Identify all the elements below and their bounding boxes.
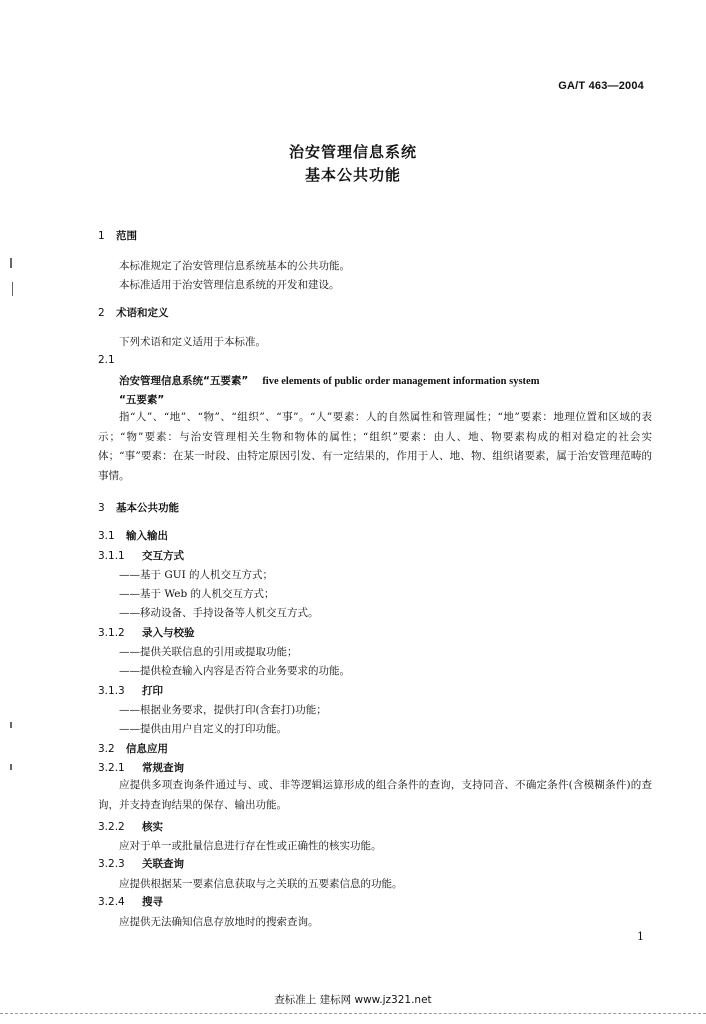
list-item: ——提供关联信息的引用或提取功能； xyxy=(119,646,298,658)
term-chinese: 治安管理信息系统“五要素” xyxy=(119,375,249,387)
paragraph: 下列术语和定义适用于本标准。 xyxy=(119,336,266,348)
scan-mark xyxy=(10,722,12,728)
section-number: 2 xyxy=(98,307,105,319)
subsection-number: 3.1.1 xyxy=(98,550,125,562)
list-item: ——基于 GUI 的人机交互方式； xyxy=(119,569,274,581)
paragraph: 应对于单一或批量信息进行存在性或正确性的核实功能。 xyxy=(119,840,382,852)
subsection-title: 打印 xyxy=(142,685,163,697)
subsection-number: 3.1 xyxy=(98,530,115,542)
subsection-3-2-1-heading xyxy=(98,760,184,775)
subsection-3-1-1-heading xyxy=(98,548,184,563)
subsection-number: 2.1 xyxy=(98,354,115,366)
subsection-number: 3.2.3 xyxy=(98,858,125,870)
subsection-number: 3.2.1 xyxy=(98,762,125,774)
section-title: 范围 xyxy=(116,230,137,242)
paragraph: 应提供根据某一要素信息获取与之关联的五要素信息的功能。 xyxy=(119,878,403,890)
paragraph: 本标准规定了治安管理信息系统基本的公共功能。 xyxy=(119,260,350,272)
subsection-title: 输入输出 xyxy=(126,530,168,542)
term-alternate: “五要素” xyxy=(119,394,165,406)
term-entry xyxy=(119,373,539,388)
section-number: 3 xyxy=(98,502,105,514)
standard-number: GA/T 463—2004 xyxy=(558,80,644,92)
list-item: ——根据业务要求，提供打印(含套打)功能； xyxy=(119,704,327,716)
subsection-number: 3.1.2 xyxy=(98,627,125,639)
subsection-3-2-2-heading xyxy=(98,819,163,834)
subsection-title: 核实 xyxy=(142,821,163,833)
subsection-title: 常规查询 xyxy=(142,762,184,774)
term-english: five elements of public order management information system xyxy=(262,376,540,387)
subsection-3-1-3-heading xyxy=(98,683,163,698)
section-title: 基本公共功能 xyxy=(116,502,179,514)
subsection-title: 录入与校验 xyxy=(142,627,195,639)
subsection-number: 3.1.3 xyxy=(98,685,125,697)
paragraph: 应提供无法确知信息存放地时的搜索查询。 xyxy=(119,916,319,928)
subsection-3-1-2-heading xyxy=(98,625,195,640)
subsection-title: 信息应用 xyxy=(126,743,168,755)
paragraph: 本标准适用于治安管理信息系统的开发和建设。 xyxy=(119,279,340,291)
definition-paragraph: 指“人”、“地”、“物”、“组织”、“事”。“人”要素：人的自然属性和管理属性；“地”要素：地理位置和区域的表示；“物”要素：与治安管理相关生物和物体的属性；“组织”要素：由人、地、物要素构成的相对稳定的社会实体；“事”要素：在某一时段、由特定原因引发、有一定结果的，作用于人、地、物、组织诸要素，属于治安管理范畴的事情。 xyxy=(98,411,652,482)
scan-mark xyxy=(10,258,12,268)
section-3-heading xyxy=(98,500,179,515)
list-item: ——移动设备、手持设备等人机交互方式。 xyxy=(119,607,319,619)
footer-watermark: 查标准上 建标网 www.jz321.net xyxy=(274,994,432,1006)
list-item: ——提供检查输入内容是否符合业务要求的功能。 xyxy=(119,665,350,677)
section-title: 术语和定义 xyxy=(116,307,169,319)
section-2-heading xyxy=(98,305,169,320)
subsection-number: 3.2.2 xyxy=(98,821,125,833)
section-1-heading xyxy=(98,228,137,243)
section-number: 1 xyxy=(98,230,105,242)
subsection-title: 关联查询 xyxy=(142,858,184,870)
scan-mark xyxy=(12,282,13,296)
subsection-3-2-3-heading xyxy=(98,856,184,871)
paragraph: 应提供多项查询条件通过与、或、非等逻辑运算形成的组合条件的查询，支持同音、不确定条件(含模糊条件)的查询，并支持查询结果的保存、输出功能。 xyxy=(98,779,652,811)
list-item: ——提供由用户自定义的打印功能。 xyxy=(119,723,287,735)
subsection-number: 3.2 xyxy=(98,743,115,755)
page-number: 1 xyxy=(637,930,644,943)
subsection-title: 搜寻 xyxy=(142,896,163,908)
document-title: 治安管理信息系统 xyxy=(288,143,417,161)
subsection-number: 3.2.4 xyxy=(98,896,125,908)
scan-mark xyxy=(10,764,12,770)
list-item: ——基于 Web 的人机交互方式； xyxy=(119,588,275,600)
document-subtitle: 基本公共功能 xyxy=(304,166,401,184)
subsection-3-1-heading xyxy=(98,528,168,543)
subsection-title: 交互方式 xyxy=(142,550,184,562)
footer-divider xyxy=(0,1013,706,1014)
subsection-3-2-4-heading xyxy=(98,894,163,909)
subsection-3-2-heading xyxy=(98,741,168,756)
